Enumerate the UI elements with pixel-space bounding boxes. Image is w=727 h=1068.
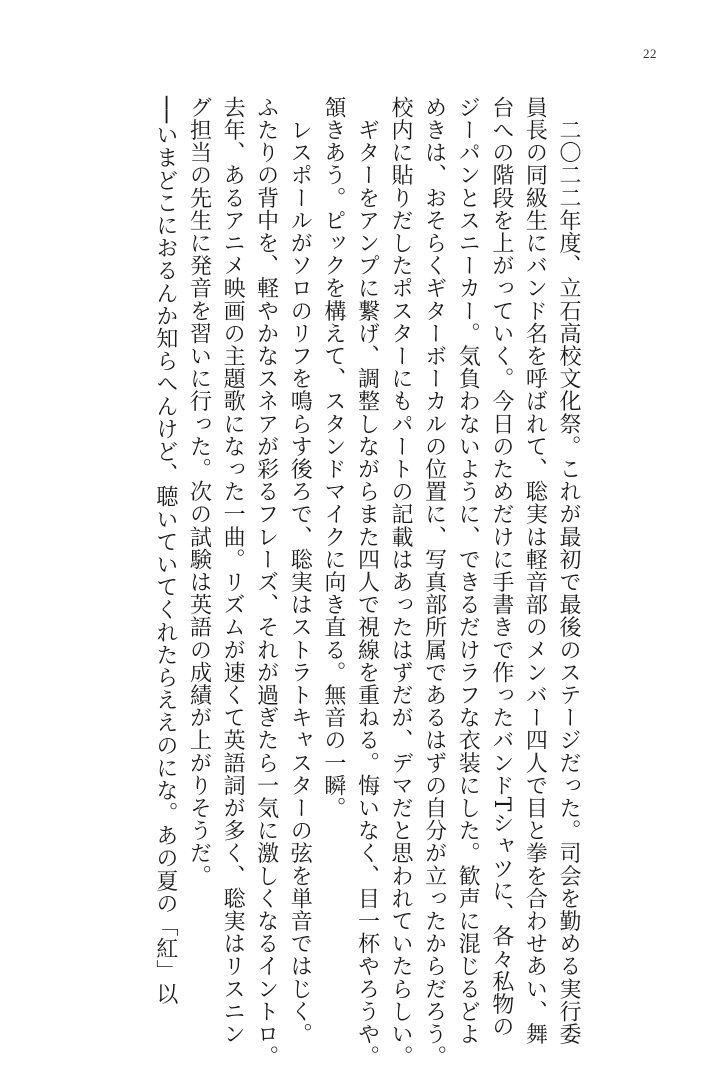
text-line-9: レスポールがソロのリフを鳴らす後ろで、聡実はストラトキャスターの弦を単音ではじく。 — [287, 96, 313, 1046]
text-line-4: ジーパンとスニーカー。気負わないように、できるだけラフな衣装にした。歓声に混じるどよ — [455, 96, 481, 1046]
text-line-13: ──いまどこにおるんか知らへんけど、聴いていてくれたらええのにな。あの夏の「紅」以 — [152, 96, 178, 1006]
text-line-3: 台への階段を上がっていく。今日のためだけに手書きで作ったバンドTシャツに、各々私物の — [488, 96, 514, 1038]
text-line-6: 校内に貼りだしたポスターにもパートの記載はあったはずだが、デマだと思われていたらしい。 — [388, 96, 414, 1068]
body-text — [148, 96, 585, 1068]
text-line-5: めきは、おそらくギターボーカルの位置に、写真部所属であるはずの自分が立ったからだろう。 — [421, 96, 447, 1068]
text-line-1: 二〇二二年度、立石高校文化祭。これが最初で最後のステージだった。司会を勤める実行委 — [556, 96, 581, 1046]
text-line-12: グ担当の先生に発音を習いに行った。次の試験は英語の成績が上がりそうだ。 — [186, 96, 212, 887]
text-line-11: 去年、あるアニメ映画の主題歌になった一曲。リズムが速くて英語詞が多く、聡実はリスニン — [220, 96, 246, 1046]
text-line-10: ふたりの背中を、軽やかなスネアが彩るフレーズ、それが過ぎたら一気に激しくなるイントロ。 — [253, 96, 279, 1068]
text-line-7: ギターをアンプに繋げ、調整しながらまた四人で視線を重ねる。悔いなく、目一杯やろうや。 — [354, 96, 380, 1068]
text-line-8: 頷きあう。ピックを構えて、スタンドマイクに向き直る。無音の一瞬。 — [320, 96, 346, 820]
page-number: 22 — [643, 46, 657, 61]
text-line-2: 員長の同級生にバンド名を呼ばれて、聡実は軽音部のメンバー四人で目と拳を合わせあい、舞 — [522, 96, 548, 1046]
